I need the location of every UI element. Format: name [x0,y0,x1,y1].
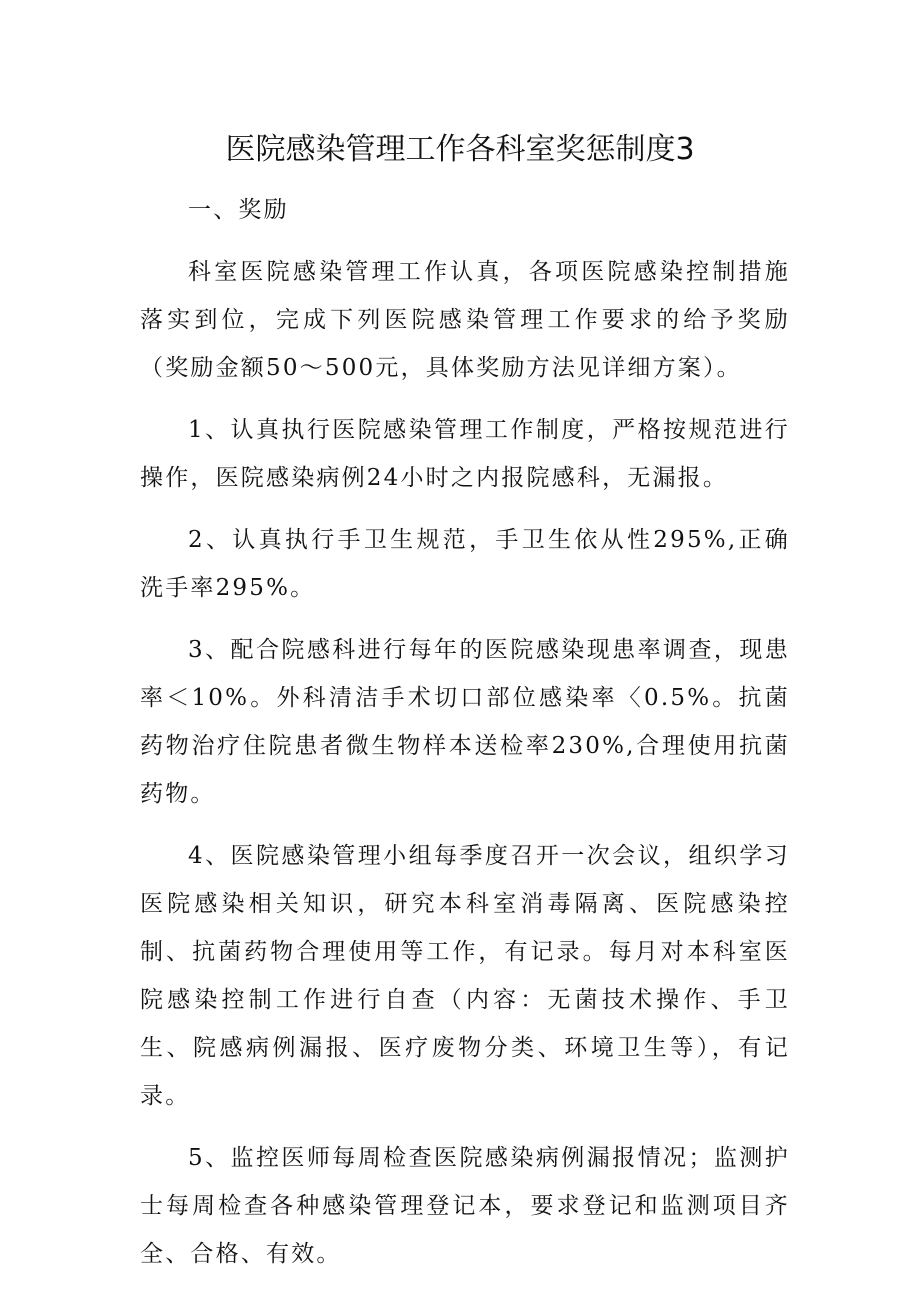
document-title: 医院感染管理工作各科室奖惩制度3 [225,132,695,167]
item-3: 3、配合院感科进行每年的医院感染现患率调查，现患率＜10%。外科清洁手术切口部位感染率〈0.5%。抗菌药物治疗住院患者微生物样本送检率230%,合理使用抗菌药物。 [140,637,790,807]
item-5: 5、监控医师每周检查医院感染病例漏报情况；监测护士每周检查各种感染管理登记本，要求登记和监测项目齐全、合格、有效。 [140,1145,790,1267]
document-body [140,186,790,1278]
item-4: 4、医院感染管理小组每季度召开一次会议，组织学习医院感染相关知识，研究本科室消毒隔离、医院感染控制、抗菌药物合理使用等工作，有记录。每月对本科室医院感染控制工作进行自查（内容：无菌技术操作、手卫生、院感病例漏报、医疗废物分类、环境卫生等），有记录。 [140,843,790,1109]
intro-paragraph: 科室医院感染管理工作认真，各项医院感染控制措施落实到位，完成下列医院感染管理工作要求的给予奖励（奖励金额50～500元，具体奖励方法见详细方案）。 [140,259,790,381]
item-2: 2、认真执行手卫生规范，手卫生依从性295%,正确洗手率295%。 [140,527,790,601]
item-1: 1、认真执行医院感染管理工作制度，严格按规范进行操作，医院感染病例24小时之内报院感科，无漏报。 [140,417,790,491]
section-heading-reward: 一、奖励 [188,197,289,223]
